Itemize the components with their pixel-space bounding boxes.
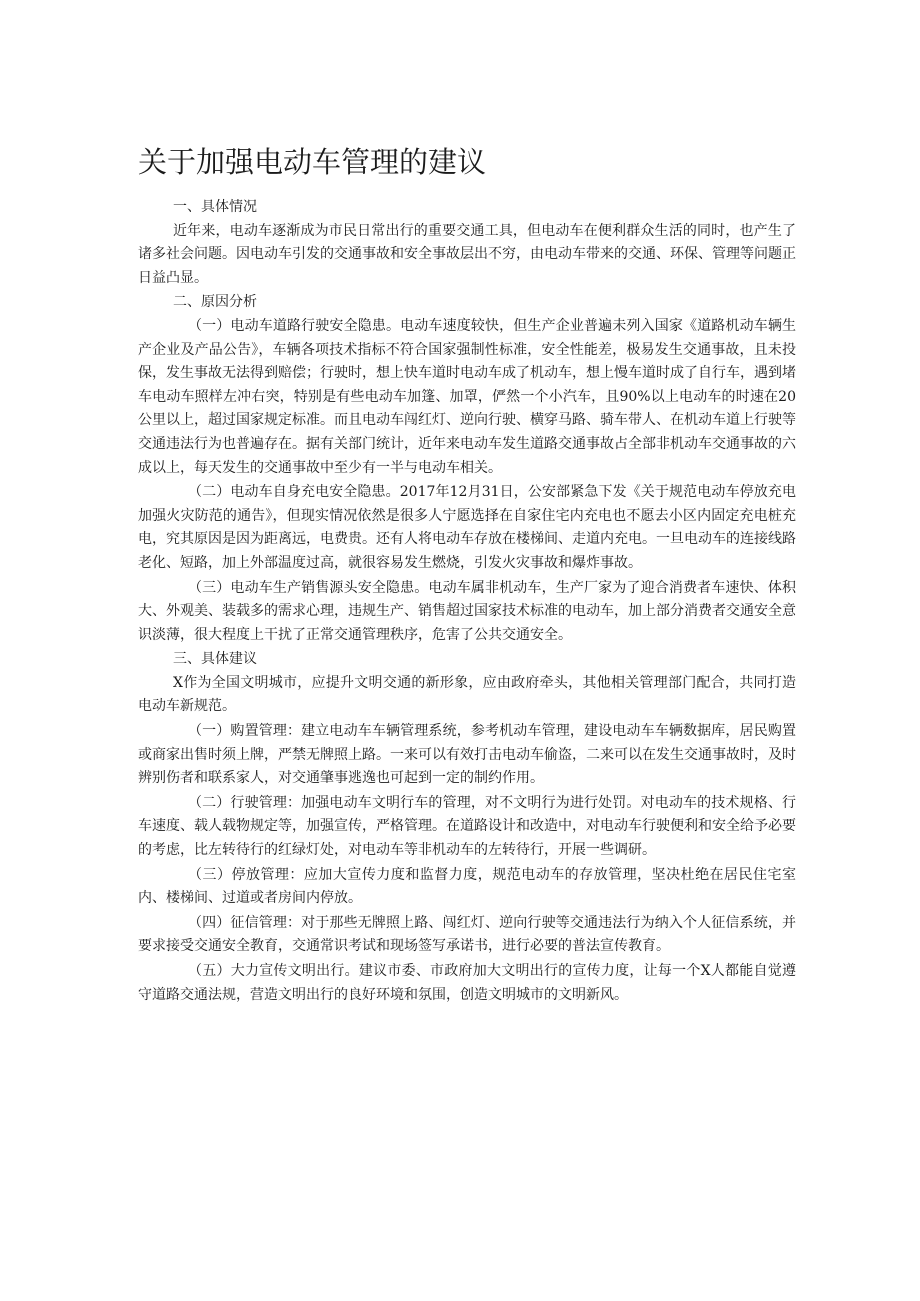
paragraph: （一）购置管理：建立电动车车辆管理系统，参考机动车管理，建设电动车车辆数据库，居民购置或商家出售时须上牌，严禁无牌照上路。一来可以有效打击电动车偷盗，二来可以在发生交通事故时，及时辨别伤者和联系家人，对交通肇事逃逸也可起到一定的制约作用。	[138, 723, 796, 787]
document-title: 关于加强电动车管理的建议	[138, 145, 487, 179]
document-page	[138, 140, 796, 1008]
paragraph: （五）大力宣传文明出行。建议市委、市政府加大文明出行的宣传力度，让每一个X人都能自觉遵守道路交通法规，营造文明出行的良好环境和氛围，创造文明城市的文明新风。	[138, 963, 796, 1003]
paragraph: （二）电动车自身充电安全隐患。2017年12月31日，公安部紧急下发《关于规范电动车停放充电加强火灾防范的通告》，但现实情况依然是很多人宁愿选择在自家住宅内充电也不愿去小区内固定充电桩充电，究其原因是因为距离远，电费贵。还有人将电动车存放在楼梯间、走道内充电。一旦电动车的连接线路老化、短路，加上外部温度过高，就很容易发生燃烧，引发火灾事故和爆炸事故。	[138, 484, 796, 571]
section-analysis	[138, 291, 796, 647]
paragraph: （一）电动车道路行驶安全隐患。电动车速度较快，但生产企业普遍未列入国家《道路机动车辆生产企业及产品公告》，车辆各项技术指标不符合国家强制性标准，安全性能差，极易发生交通事故，且未投保，发生事故无法得到赔偿；行驶时，想上快车道时电动车成了机动车，想上慢车道时成了自行车，遇到堵车电动车照样左冲右突，特别是有些电动车加篷、加罩，俨然一个小汽车，且90%以上电动车的时速在20公里以上，超过国家规定标准。而且电动车闯红灯、逆向行驶、横穿马路、骑车带人、在机动车道上行驶等交通违法行为也普遍存在。据有关部门统计，近年来电动车发生道路交通事故占全部非机动车交通事故的六成以上，每天发生的交通事故中至少有一半与电动车相关。	[138, 317, 796, 476]
paragraph: （三）电动车生产销售源头安全隐患。电动车属非机动车，生产厂家为了迎合消费者车速快、体积大、外观美、装载多的需求心理，违规生产、销售超过国家技术标准的电动车，加上部分消费者交通安全意识淡薄，很大程度上干扰了正常交通管理秩序，危害了公共交通安全。	[138, 579, 796, 643]
paragraph: （二）行驶管理：加强电动车文明行车的管理，对不文明行为进行处罚。对电动车的技术规格、行车速度、载人载物规定等，加强宣传，严格管理。在道路设计和改造中，对电动车行驶便利和安全给予必要的考虑，比左转待行的红绿灯处，对电动车等非机动车的左转待行，开展一些调研。	[138, 794, 796, 859]
paragraph: X作为全国文明城市，应提升文明交通的新形象，应由政府牵头，其他相关管理部门配合，共同打造电动车新规范。	[138, 674, 796, 715]
section-suggestions	[138, 648, 796, 1007]
section-situation	[138, 196, 796, 290]
paragraph: （四）征信管理：对于那些无牌照上路、闯红灯、逆向行驶等交通违法行为纳入个人征信系统，并要求接受交通安全教育，交通常识考试和现场签写承诺书，进行必要的普法宣传教育。	[138, 914, 796, 955]
section-heading: 三、具体建议	[173, 651, 257, 668]
paragraph: （三）停放管理：应加大宣传力度和监督力度，规范电动车的存放管理，坚决杜绝在居民住宅室内、楼梯间、过道或者房间内停放。	[138, 866, 796, 907]
section-heading: 一、具体情况	[173, 199, 257, 215]
paragraph: 近年来，电动车逐渐成为市民日常出行的重要交通工具，但电动车在便利群众生活的同时，也产生了诸多社会问题。因电动车引发的交通事故和安全事故层出不穷，由电动车带来的交通、环保、管理等问题正日益凸显。	[138, 222, 796, 286]
section-heading: 二、原因分析	[173, 294, 257, 311]
